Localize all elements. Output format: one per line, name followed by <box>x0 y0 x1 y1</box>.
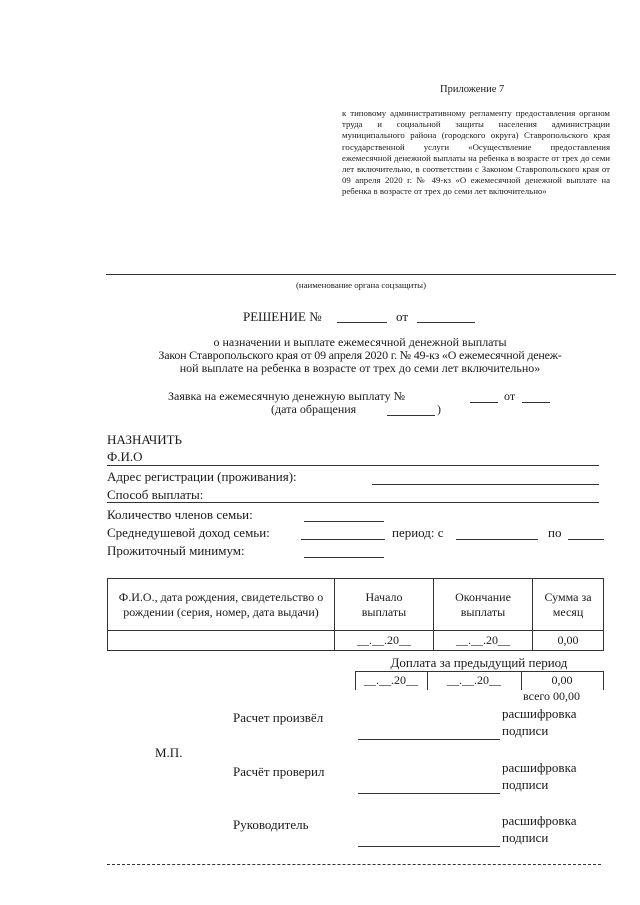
annex-description: к типовому административному регламенту предоставления органом труда и социальной защиты населения администрации муниципального района (городского округа) Ставропольского края государственной услуги «Осуществление предоставления ежемесячной денежной выплаты на ребенка в возрасте от трех до семи лет включительно, в соответствии с Законом Ставропольского края от 09 апреля 2020 г. № 49-кз «О ежемесячной денежной выплате на ребенка в возрасте от трех до семи лет включительно» <box>342 108 610 197</box>
annex-title: Приложение 7 <box>440 84 505 95</box>
table-row <box>108 631 604 651</box>
decode-label: подписи <box>502 777 549 792</box>
table-header: Окончание выплаты <box>434 579 533 631</box>
family-members-line <box>304 521 384 522</box>
application-date-prefix: (дата обращения <box>271 402 357 416</box>
signature-line <box>358 846 500 847</box>
amount-cell: 0,00 <box>533 631 604 651</box>
period-from-label: период: с <box>392 525 444 540</box>
surcharge-end: __.__.20__ <box>447 673 501 687</box>
decode-label: подписи <box>502 830 549 845</box>
decode-label: расшифровка <box>502 706 577 721</box>
decode-label: расшифровка <box>502 760 577 775</box>
surcharge-start: __.__.20__ <box>364 673 418 687</box>
application-date-suffix: ) <box>437 402 441 416</box>
period-from-line <box>456 539 538 540</box>
decode-label: подписи <box>502 723 549 738</box>
decision-number-line <box>337 322 387 323</box>
family-members-label: Количество членов семьи: <box>107 507 253 522</box>
address-label: Адрес регистрации (проживания): <box>107 469 297 484</box>
period-to-line <box>568 539 604 540</box>
surcharge-row <box>355 671 604 690</box>
table-header-row <box>108 579 604 631</box>
calc-checked-label: Расчёт проверил <box>233 764 325 779</box>
fio-cell <box>108 631 335 651</box>
end-cell: __.__.20__ <box>434 631 533 651</box>
table-header: Сумма за месяц <box>533 579 604 631</box>
assign-heading: НАЗНАЧИТЬ <box>107 432 183 447</box>
address-line <box>372 484 599 485</box>
application-from: от <box>504 389 516 403</box>
subject-line-3: ной выплате на ребенка в возрасте от трех до семи лет включительно» <box>179 361 541 375</box>
signature-line <box>358 793 500 794</box>
subject-line-2: Закон Ставропольского края от 09 апреля 2020 г. № 49-кз «О ежемесячной денеж- <box>158 348 562 362</box>
income-line <box>301 539 385 540</box>
head-label: Руководитель <box>233 817 309 832</box>
table-header: Начало выплаты <box>335 579 434 631</box>
application-label: Заявка на ежемесячную денежную выплату № <box>168 389 406 403</box>
bottom-dashed-line <box>107 864 601 865</box>
decision-date-line <box>417 322 475 323</box>
income-label: Среднедушевой доход семьи: <box>107 525 270 540</box>
total-label: всего 00,00 <box>523 689 581 703</box>
period-to-label: по <box>548 525 562 540</box>
organ-name-line <box>106 274 616 275</box>
decision-from: от <box>396 309 409 324</box>
payments-table <box>107 578 604 651</box>
application-number-line <box>470 402 498 403</box>
subject-line-1: о назначении и выплате ежемесячной денежной выплаты <box>213 335 507 349</box>
decode-label: расшифровка <box>502 813 577 828</box>
signature-line <box>358 739 500 740</box>
surcharge-label: Доплата за предыдущий период <box>390 655 568 670</box>
table-header: Ф.И.О., дата рождения, свидетельство о рождении (серия, номер, дата выдачи) <box>108 579 335 631</box>
subsistence-label: Прожиточный минимум: <box>107 543 245 558</box>
application-date-line <box>522 402 550 403</box>
organ-caption: (наименование органа соцзащиты) <box>295 280 427 290</box>
payment-method-label: Способ выплаты: <box>107 487 204 502</box>
start-cell: __.__.20__ <box>335 631 434 651</box>
fio-line <box>107 465 599 466</box>
surcharge-amount: 0,00 <box>551 673 573 687</box>
calc-made-label: Расчет произвёл <box>233 710 324 725</box>
fio-label: Ф.И.О <box>107 449 143 464</box>
stamp-label: М.П. <box>155 745 183 760</box>
subsistence-line <box>304 557 384 558</box>
application-request-date-line <box>387 415 435 416</box>
payment-method-line <box>107 502 599 503</box>
decision-label: РЕШЕНИЕ № <box>243 309 322 324</box>
